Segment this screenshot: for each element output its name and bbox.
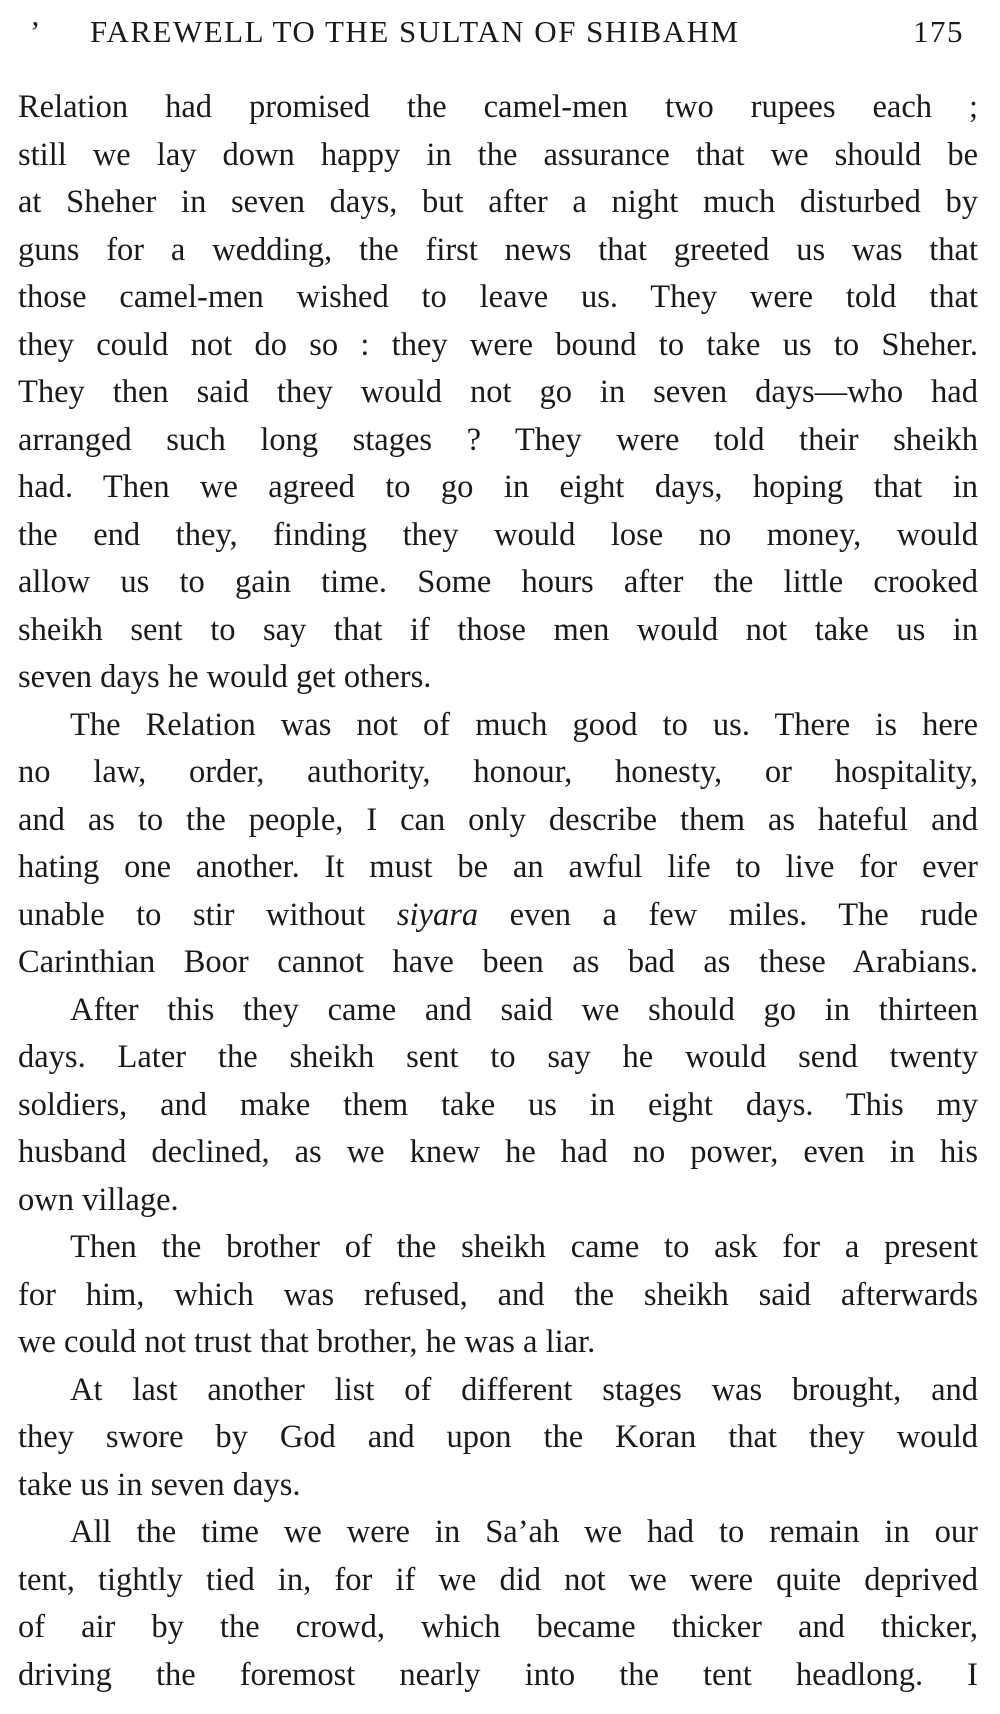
text-line: they could not do so : they were bound to take us to Sheher. [18, 326, 978, 363]
text-line: at Sheher in seven days, but after a night much disturbed by [18, 184, 978, 220]
book-page [18, 0, 978, 1714]
text-line: sheikh sent to say that if those men would not take us in [18, 611, 978, 648]
running-head [18, 14, 978, 58]
text-line: allow us to gain time. Some hours after the little crooked [18, 564, 978, 600]
text-line: days. Later the sheikh sent to say he would send twenty [18, 1039, 978, 1075]
text-line: seven days he would get others. [18, 659, 432, 695]
paragraph-6 [18, 1509, 978, 1699]
text-line: no law, order, authority, honour, honesty, or hospitality, [18, 754, 978, 790]
text-line: own village. [18, 1181, 179, 1218]
running-head-title: FAREWELL TO THE SULTAN OF SHIBAHM [90, 14, 740, 49]
text-line: tent, tightly tied in, for if we did not we were quite deprived [18, 1561, 978, 1598]
text-line: those camel-men wished to leave us. They were told that [18, 279, 978, 315]
text-line: All the time we were in Sa’ah we had to remain in our [70, 1514, 978, 1550]
paragraph-1 [18, 84, 978, 702]
text-line: had. Then we agreed to go in eight days, hoping that in [18, 469, 978, 505]
text-line [18, 892, 978, 940]
text-line: arranged such long stages ? They were told their sheikh [18, 421, 978, 458]
text-line: husband declined, as we knew he had no power, even in his [18, 1134, 978, 1170]
text-line: guns for a wedding, the first news that greeted us was that [18, 231, 978, 268]
text-line: take us in seven days. [18, 1466, 301, 1503]
italic-term: siyara [396, 896, 479, 933]
paragraph-3 [18, 987, 978, 1225]
text-line: driving the foremost nearly into the tent headlong. I [18, 1656, 978, 1693]
text-line: At last another list of different stages was brought, and [70, 1371, 978, 1408]
text-line: Carinthian Boor cannot have been as bad as these Arabians. [18, 944, 978, 980]
text-line: still we lay down happy in the assurance that we should be [18, 136, 978, 173]
text-segment: unable to stir without [18, 896, 397, 933]
text-line: Relation had promised the camel-men two rupees each ; [18, 89, 978, 125]
text-line: After this they came and said we should go in thirteen [70, 991, 978, 1028]
text-line: Then the brother of the sheikh came to ask for a present [70, 1229, 978, 1265]
paragraph-2 [18, 702, 978, 987]
text-line: and as to the people, I can only describe them as hateful and [18, 801, 978, 838]
text-line: we could not trust that brother, he was a liar. [18, 1324, 596, 1360]
text-line: hating one another. It must be an awful life to live for ever [18, 849, 978, 885]
text-line: soldiers, and make them take us in eight days. This my [18, 1086, 978, 1123]
page-number: 175 [913, 14, 964, 49]
text-line: they swore by God and upon the Koran that they would [18, 1419, 978, 1455]
running-head-mark: ’ [30, 14, 42, 49]
text-segment: even a few miles. The rude [478, 896, 979, 933]
paragraph-4 [18, 1224, 978, 1367]
text-line: the end they, finding they would lose no money, would [18, 516, 978, 553]
text-line: The Relation was not of much good to us. There is here [70, 706, 978, 743]
text-line: They then said they would not go in seven days—who had [18, 374, 978, 410]
body-text [18, 84, 978, 1699]
paragraph-5 [18, 1367, 978, 1510]
text-line: for him, which was refused, and the sheikh said afterwards [18, 1276, 978, 1313]
text-line: of air by the crowd, which became thicker and thicker, [18, 1609, 978, 1645]
